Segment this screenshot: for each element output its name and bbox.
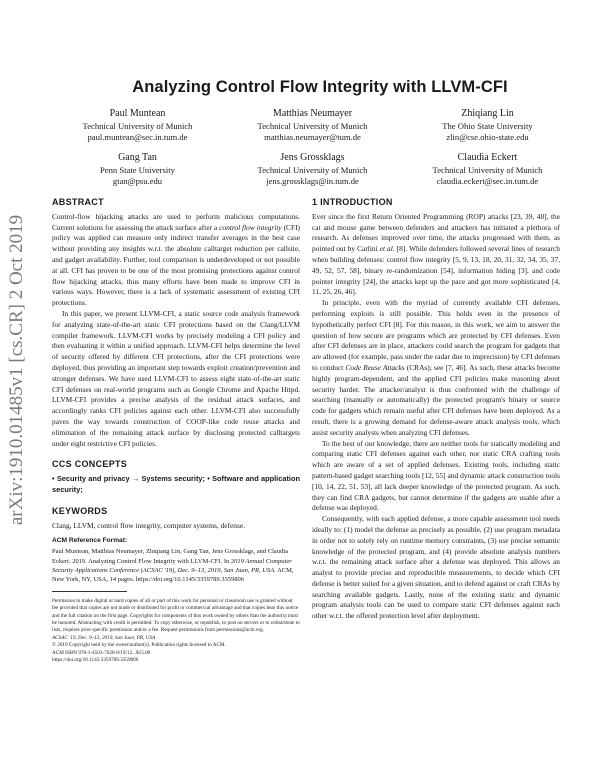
author-email: gtan@psu.edu (112, 175, 163, 186)
acm-reference-heading: ACM Reference Format: (52, 537, 128, 545)
author-affiliation: Technical University of Munich (82, 120, 193, 131)
author (225, 153, 400, 186)
right-column (312, 197, 560, 622)
intro-paragraph (312, 212, 560, 298)
author-name: Jens Grossklags (280, 152, 345, 164)
text-run: In principle, even with the myriad of currently available CFI defenses, performing exploits is still possible. This holds even in the presence of hypothetically perfect CFI [8]. For this reason, in this work, we aim to answer the question of how secure are programs which are protected by CFI defenses. Even after CFI defenses are in place, attackers could search the program for gadgets that are allowed (for example, pass under the radar due to imprecision) by CFI defenses to conduct (312, 298, 560, 372)
author-affiliation: Technical University of Munich (257, 165, 368, 176)
text-run: Paul Muntean, Matthias Neumayer, Zhiqiang Lin, Gang Tan, Jens Grossklags, and Claudia Eckert. 2019. Analyzing Control Flow Integrity with LLVM-CFI. In (52, 548, 289, 565)
author-row (50, 109, 575, 142)
left-column (52, 197, 300, 664)
author-email: jens.grossklags@in.tum.de (266, 175, 359, 186)
permission-isbn: ACM ISBN 978-1-4503-7628-0/19/12...$15.00 (52, 649, 151, 656)
author-name: Claudia Eckert (457, 152, 518, 164)
permission-notice (52, 598, 300, 665)
author-name: Paul Muntean (109, 108, 166, 119)
author-email: paul.muntean@sec.in.tum.de (87, 131, 188, 142)
permission-copyright: © 2019 Copyright held by the owner/author(s). Publication rights licensed to ACM. (52, 642, 226, 649)
author-name: Zhiqiang Lin (461, 108, 514, 119)
author (50, 109, 225, 142)
author-row (50, 153, 575, 186)
permission-venue: ACSAC '19, Dec. 9–13, 2019, San Juan, PR, USA (52, 634, 156, 641)
ccs-heading: CCS CONCEPTS (52, 459, 128, 470)
permission-doi: https://doi.org/10.1145/3359789.3359806 (52, 656, 139, 663)
author-affiliation: Technical University of Munich (257, 120, 368, 131)
author (225, 109, 400, 142)
text-run: ACM, New York, NY, USA, 14 pages. https://doi.org/10.1145/3359789.3359806 (52, 566, 294, 584)
keywords-section (52, 506, 300, 532)
text-run-italic: Code Reuse Attacks (345, 362, 405, 372)
intro-paragraph (312, 298, 560, 438)
author (400, 109, 575, 142)
arxiv-stamp (2, 160, 32, 580)
author (50, 153, 225, 186)
intro-paragraph: Consequently, with each applied defense, a more capable assessment tool needs ideally to: (1) model the defense as precisely as possible, (2) use program metadata in order not to solely rely on runtime memory constraints, (3) use precise semantic knowledge of the protected program, and (4) provide absolute analysis numbers w.r.t. the remaining attack surface after a defense was deployed. This allows an analyst to provide precise and reproducible measurements, to decide which CFI defense is better suited for a given situation, and to defend against or craft CRAs by searching available gadgets. Lastly, none of the existing static and dynamic program analysis tools can be used to compare static CFI defenses against each other w.r.t. the offered protection level after deployment. (312, 514, 560, 621)
text-run: (CFI) policy was applied can measure only indirect transfer averages in the best case without providing any insights w.r.t. the absolute calltarget reduction per callsite, and gadget availability. Further, tool comparison is underdeveloped or not possible at all. CFI has proven to be one of the most promising protections against control flow hijacking attacks, thus many efforts have been made to improve CFI in various ways. However, there is a lack of systematic assessment of existing CFI protections. (52, 222, 301, 308)
abstract-heading: ABSTRACT (52, 197, 104, 207)
paper-title: Analyzing Control Flow Integrity with LLVM-CFI (132, 78, 508, 96)
author (400, 153, 575, 186)
text-run-italic: control flow integrity (219, 222, 282, 232)
author-email: claudia.eckert@sec.in.tum.de (436, 175, 539, 186)
keywords-heading: KEYWORDS (52, 505, 108, 516)
author-name: Gang Tan (118, 152, 157, 164)
author-email: matthias.neumayer@tum.de (264, 131, 361, 142)
ccs-section (52, 459, 300, 495)
text-run: Ever since the first Return Oriented Programming (ROP) attacks [23, 39, 48], the cat and mouse game between defenders and attackers has initiated a plethora of research. As defenses improved over time, the attacks progressed with them, as pointed out by Carlini (312, 211, 560, 254)
author-affiliation: Technical University of Munich (432, 165, 543, 176)
author-block (50, 109, 575, 198)
abstract-paragraph (52, 212, 300, 309)
text-run: [8]. While defenders followed several lines of research when building defenses: control flow integrity [5, 9, 13, 18, 20, 31, 32, 34, 35, 37, 49, 52, 57, 58], binary re-randomization [54], information hiding [3], and code pointer integrity [24], the attacks kept up the pace and got more sophisticated [4, 11, 25, 26, 46]. (312, 244, 560, 297)
abstract-paragraph: In this paper, we present LLVM-CFI, a static source code analysis framework for analyzing state-of-the-art static CFI protections based on the Clang/LLVM compiler framework. LLVM-CFI works by precisely modeling a CFI policy and then evaluating it within a unified approach. LLVM-CFI helps determine the level of security offered by different CFI protections, after the CFI protections were deployed, thus providing an important step towards exploit creation/prevention and stronger defenses. We have used LLVM-CFI to assess eight state-of-the-art static CFI defenses on real-world programs such as Google Chrome and Apache Httpd. LLVM-CFI provides a precise analysis of the residual attack surfaces, and accordingly ranks CFI policies against each other. LLVM-CFI also successfully paves the way towards construction of COOP-like code reuse attacks and elimination of the remaining attack surface by disclosing protected calltargets under eight restrictive CFI policies. (52, 308, 300, 448)
text-run-italic: 2019 Annual Computer Security Applications Conference (ACSAC '19), Dec. 9–13, 2019, San Juan, PR, USA. (52, 557, 292, 574)
text-run-italic: et al. (379, 244, 395, 254)
author-name: Matthias Neumayer (272, 108, 353, 119)
arxiv-stamp-text: arXiv:1910.01485v1 [cs.CR] 2 Oct 2019 (6, 214, 27, 526)
author-email: zlin@cse.ohio-state.edu (446, 131, 529, 142)
acm-reference-text (52, 547, 300, 585)
keywords-text: Clang, LLVM, control flow integrity, computer systems, defense. (52, 520, 246, 530)
footnote-divider (52, 591, 127, 592)
text-run: (CRAs); see [7, 46]. As such, these attacks become highly program-dependent, and the applied CFI policies make reasoning about security harder. The attacker/analyst is thus confronted with the challenge of searching (manually or automatically) the protected program's binary or source code for gadgets which remain useful after CFI defenses have been deployed. As a result, there is a growing demand for defense-aware attack analysis tools, which assist security analysts when analyzing CFI defenses. (312, 362, 561, 437)
author-affiliation: The Ohio State University (442, 120, 533, 131)
author-affiliation: Penn State University (100, 165, 175, 176)
introduction-heading: 1 INTRODUCTION (312, 197, 393, 207)
text-run: Control-flow hijacking attacks are used to perform malicious computations. Current solutions for assessing the attack surface after a (52, 211, 300, 232)
ccs-text: • Security and privacy → Systems security; • Software and application security; (52, 474, 300, 494)
intro-paragraph: To the best of our knowledge, there are neither tools for statically modeling and comparing static CFI defenses against each other, nor static CRA crafting tools which are aware of a set of applied defenses. Existing tools, including static pattern-based gadget searching tools [12, 55] and dynamic attack construction tools [10, 14, 22, 51, 53], all lack deeper knowledge of the protected program. As such, they can find CRA gadgets, but cannot determine if the gadgets are usable after a defense was deployed. (312, 438, 560, 513)
permission-text: Permission to make digital or hard copies of all or part of this work for personal or classroom use is granted without fee provided that copies are not made or distributed for profit or commercial advantage and that copies bear this notice and the full citation on the first page. Copyrights for components of this work owned by others than the author(s) must be honored. Abstracting with credit is permitted. To copy otherwise, or republish, to post on servers or to redistribute to lists, requires prior specific permission and/or a fee. Request permissions from permissions@acm.org. (52, 597, 300, 634)
